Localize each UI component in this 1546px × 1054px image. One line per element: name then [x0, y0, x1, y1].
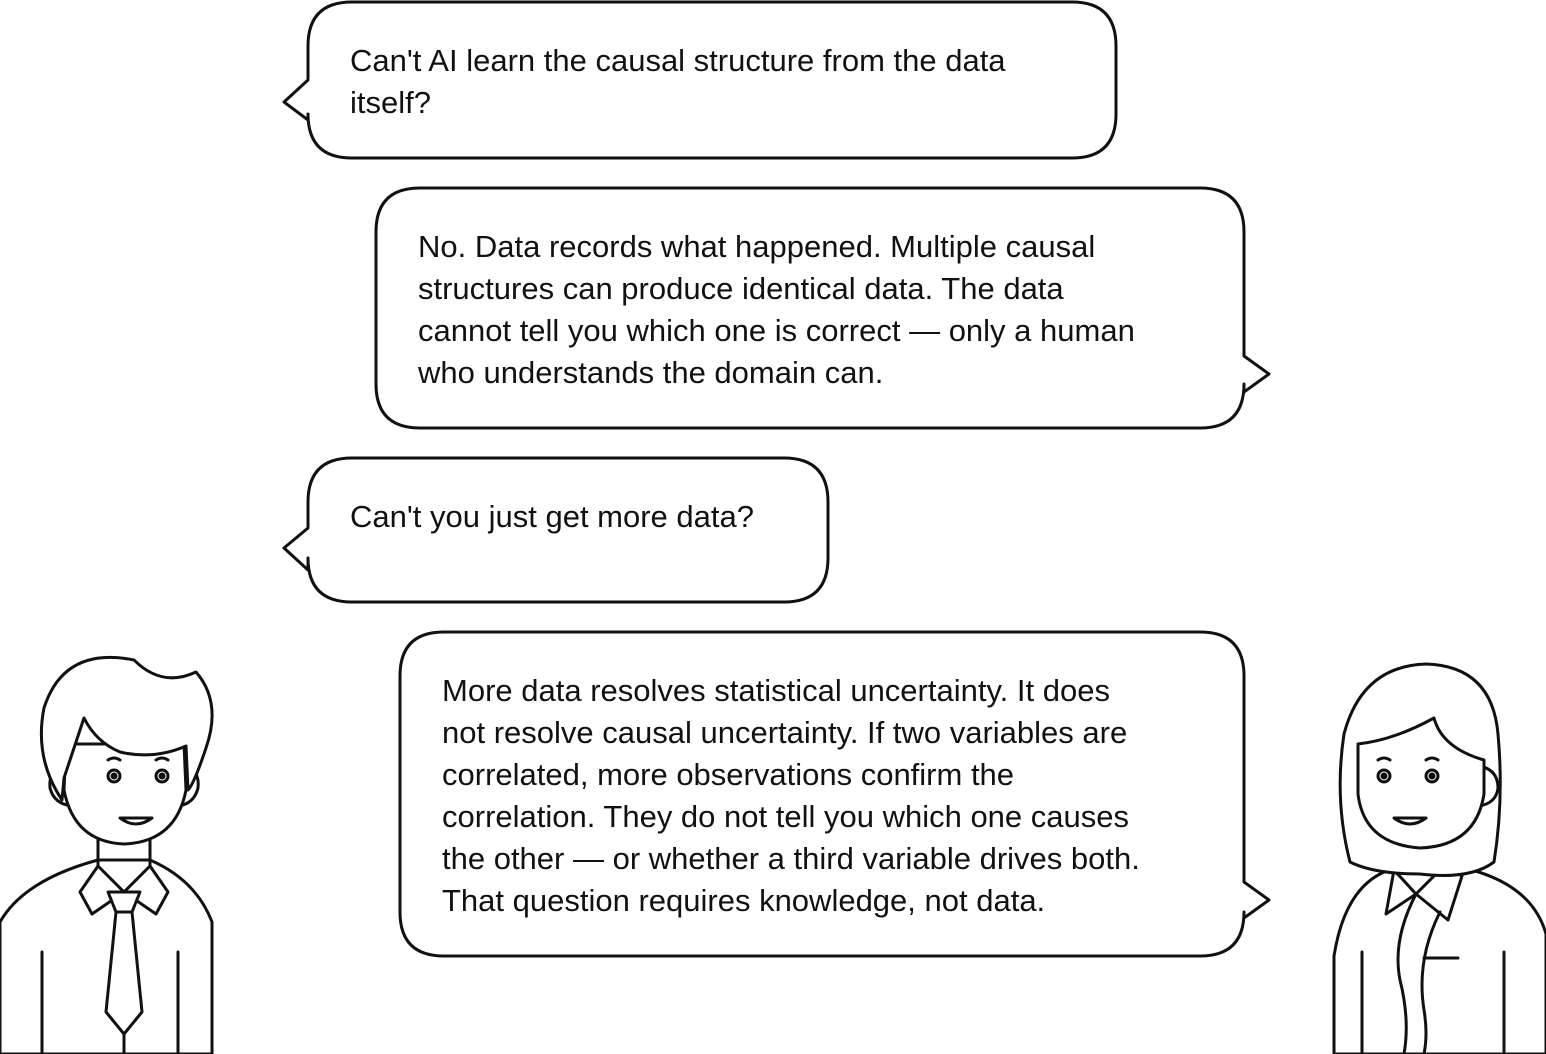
speech-bubble-1-text: Can't AI learn the causal structure from the data itself? [350, 43, 1006, 120]
man-figure [0, 657, 212, 1054]
woman-figure [1334, 664, 1546, 1054]
speech-bubble-3-text: Can't you just get more data? [350, 499, 754, 534]
speech-bubble-2-text: No. Data records what happened. Multiple causal structures can produce identical data. The data cannot tell you which one is correct — only a human who understands the domain can. [418, 229, 1135, 390]
speech-bubble-4-text: More data resolves statistical uncertainty. It does not resolve causal uncertainty. If two variables are correlated, more observations confirm the correlation. They do not tell you which one causes the other — or whether a third variable drives both. That question requires knowledge, not data. [442, 673, 1140, 918]
